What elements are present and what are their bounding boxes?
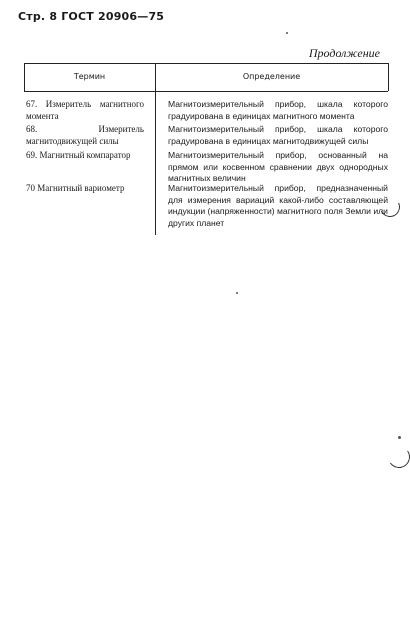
term-68: 68. Измеритель магнитодвижущей силы bbox=[26, 124, 144, 146]
table-right-edge bbox=[388, 63, 389, 91]
scan-speck bbox=[286, 32, 288, 34]
continuation-label: Продолжение bbox=[308, 46, 380, 60]
table-top-rule bbox=[24, 63, 388, 64]
terms-table bbox=[24, 63, 388, 235]
term-69: 69. Магнитный компаратор bbox=[26, 150, 131, 160]
column-header-term: Термин bbox=[73, 72, 106, 81]
table-header-rule bbox=[24, 91, 388, 92]
column-header-definition: Определение bbox=[242, 72, 301, 81]
binding-hole-mark bbox=[386, 444, 410, 469]
definition-68: Магнитоизмерительный прибор, шкала которого градуирована в единицах магнитодвижущей силы bbox=[168, 124, 388, 146]
definition-67: Магнитоизмерительный прибор, шкала которого градуирована в единицах магнитного момента bbox=[168, 99, 388, 121]
definition-70: Магнитоизмерительный прибор, предназначенный для измерения вариаций какой-либо составляющей индукции (напряженности) магнитного поля Земли или других планет bbox=[168, 183, 388, 228]
scan-speck bbox=[236, 292, 238, 294]
scan-speck bbox=[398, 436, 401, 439]
term-67: 67. Измеритель магнитного момента bbox=[26, 99, 144, 121]
column-divider bbox=[155, 63, 156, 235]
term-70: 70 Магнитный вариометр bbox=[26, 183, 125, 193]
definition-69: Магнитоизмерительный прибор, основанный на прямом или косвенном сравнении двух однородных магнитных величин bbox=[168, 150, 388, 183]
page-header: Стр. 8 ГОСТ 20906—75 bbox=[18, 10, 165, 23]
